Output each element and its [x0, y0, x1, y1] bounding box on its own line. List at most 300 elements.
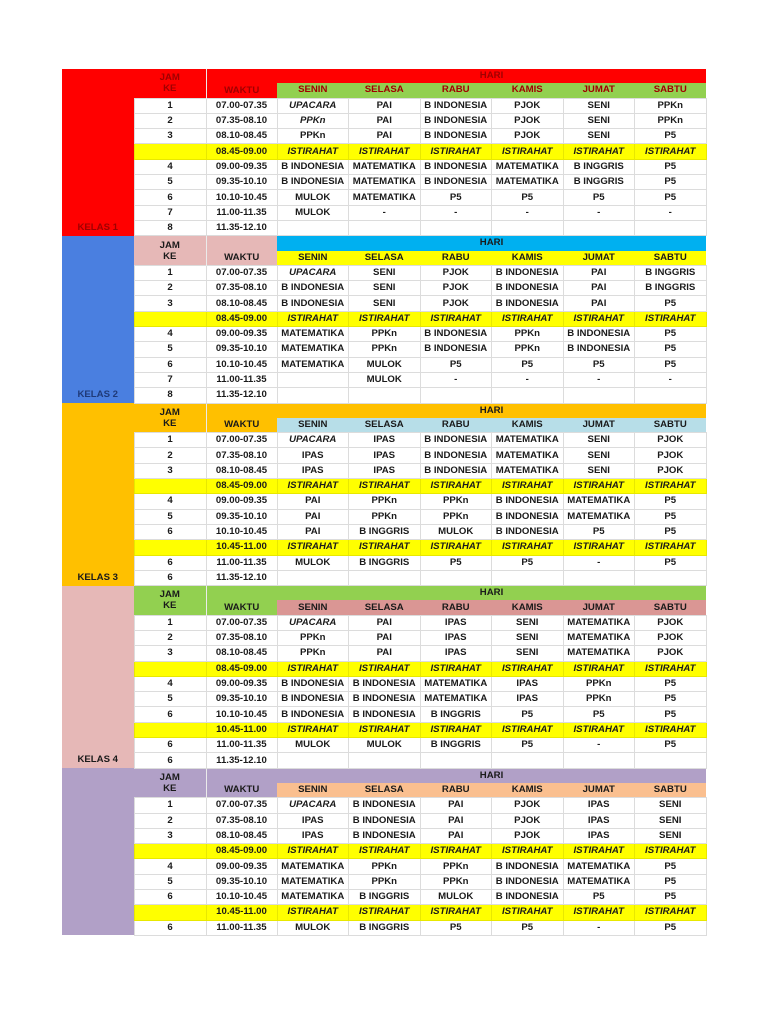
subject-cell: - [563, 205, 635, 220]
jam-ke-cell: 6 [134, 890, 206, 905]
jam-ke-header [134, 586, 206, 616]
subject-cell: UPACARA [277, 798, 349, 813]
subject-cell: B INGGRIS [635, 265, 707, 280]
subject-cell: ISTIRAHAT [349, 479, 421, 494]
subject-cell: SENI [635, 798, 707, 813]
subject-cell: PJOK [492, 813, 564, 828]
lesson-row [62, 630, 706, 645]
subject-cell: MATEMATIKA [420, 676, 492, 691]
subject-cell: PJOK [492, 98, 564, 113]
waktu-cell: 11.00-11.35 [206, 205, 277, 220]
subject-cell: P5 [635, 159, 707, 174]
jam-ke-cell: 3 [134, 828, 206, 843]
subject-cell: ISTIRAHAT [420, 144, 492, 159]
subject-cell [420, 388, 492, 403]
subject-cell: ISTIRAHAT [635, 479, 707, 494]
waktu-cell: 07.35-08.10 [206, 630, 277, 645]
jam-ke-cell: 5 [134, 509, 206, 524]
subject-cell: B INGGRIS [349, 524, 421, 539]
subject-cell: SENI [349, 265, 421, 280]
subject-cell: PPKn [349, 874, 421, 889]
subject-cell: - [349, 205, 421, 220]
day-header-kamis: KAMIS [492, 83, 564, 98]
lesson-row [62, 220, 706, 235]
subject-cell: MATEMATIKA [492, 175, 564, 190]
waktu-cell: 11.00-11.35 [206, 555, 277, 570]
subject-cell: PAI [349, 630, 421, 645]
subject-cell: UPACARA [277, 433, 349, 448]
jam-ke-cell: 6 [134, 707, 206, 722]
subject-cell: UPACARA [277, 615, 349, 630]
day-header-kamis: KAMIS [492, 600, 564, 615]
jam-ke-cell: 1 [134, 798, 206, 813]
subject-cell: B INDONESIA [277, 175, 349, 190]
subject-cell: MULOK [277, 555, 349, 570]
lesson-row [62, 509, 706, 524]
subject-cell: PAI [277, 509, 349, 524]
day-header-senin: SENIN [277, 783, 349, 798]
waktu-cell: 09.35-10.10 [206, 175, 277, 190]
jam-ke-cell: 2 [134, 813, 206, 828]
subject-cell: SENI [563, 463, 635, 478]
subject-cell: PPKn [635, 113, 707, 128]
subject-cell: P5 [420, 555, 492, 570]
subject-cell: MATEMATIKA [563, 494, 635, 509]
subject-cell: B INDONESIA [492, 281, 564, 296]
subject-cell: SENI [635, 813, 707, 828]
subject-cell: B INGGRIS [635, 281, 707, 296]
day-header-sabtu: SABTU [635, 600, 707, 615]
lesson-row [62, 707, 706, 722]
waktu-cell: 07.00-07.35 [206, 433, 277, 448]
subject-cell: ISTIRAHAT [563, 905, 635, 920]
jam-ke-cell: 2 [134, 281, 206, 296]
kelas-label: KELAS 3 [62, 403, 134, 586]
subject-cell [420, 570, 492, 585]
lesson-row [62, 296, 706, 311]
subject-cell: PPKn [420, 509, 492, 524]
subject-cell: ISTIRAHAT [277, 311, 349, 326]
subject-cell [635, 753, 707, 768]
subject-cell: B INDONESIA [492, 494, 564, 509]
subject-cell: P5 [420, 357, 492, 372]
jam-ke-cell: 5 [134, 175, 206, 190]
waktu-cell: 08.10-08.45 [206, 129, 277, 144]
jam-ke-cell: 3 [134, 296, 206, 311]
jam-ke-cell: 7 [134, 372, 206, 387]
subject-cell: PAI [563, 265, 635, 280]
subject-cell [563, 388, 635, 403]
lesson-row [62, 646, 706, 661]
subject-cell: - [635, 372, 707, 387]
subject-cell: PJOK [492, 828, 564, 843]
subject-cell: ISTIRAHAT [420, 479, 492, 494]
subject-cell: MULOK [349, 357, 421, 372]
subject-cell: - [563, 372, 635, 387]
subject-cell: P5 [635, 190, 707, 205]
subject-cell: ISTIRAHAT [420, 661, 492, 676]
subject-cell: B INDONESIA [420, 113, 492, 128]
waktu-cell: 09.00-09.35 [206, 676, 277, 691]
waktu-cell: 09.00-09.35 [206, 159, 277, 174]
subject-cell: MATEMATIKA [349, 159, 421, 174]
subject-cell: PAI [349, 113, 421, 128]
lesson-row [62, 175, 706, 190]
jam-ke-cell: 3 [134, 129, 206, 144]
subject-cell: B INDONESIA [420, 98, 492, 113]
subject-cell: SENI [349, 281, 421, 296]
waktu-cell: 10.45-11.00 [206, 905, 277, 920]
subject-cell: PPKn [349, 494, 421, 509]
lesson-row [62, 524, 706, 539]
subject-cell: PPKn [277, 129, 349, 144]
subject-cell: P5 [563, 890, 635, 905]
waktu-cell: 08.10-08.45 [206, 828, 277, 843]
waktu-cell: 09.35-10.10 [206, 692, 277, 707]
subject-cell: PJOK [420, 296, 492, 311]
subject-cell: PPKn [635, 98, 707, 113]
subject-cell: PPKn [349, 327, 421, 342]
jam-label: JAM [159, 406, 180, 418]
jam-ke-cell: 2 [134, 630, 206, 645]
subject-cell: MATEMATIKA [349, 175, 421, 190]
subject-cell: B INDONESIA [492, 296, 564, 311]
jam-label: JAM [159, 589, 180, 601]
subject-cell: MULOK [420, 524, 492, 539]
break-row [62, 311, 706, 326]
day-header-rabu: RABU [420, 783, 492, 798]
waktu-cell: 08.45-09.00 [206, 661, 277, 676]
class-schedule-table [62, 69, 707, 936]
subject-cell: PAI [349, 129, 421, 144]
day-header-sabtu: SABTU [635, 83, 707, 98]
subject-cell: MATEMATIKA [563, 630, 635, 645]
subject-cell: B INGGRIS [349, 890, 421, 905]
waktu-cell: 10.45-11.00 [206, 722, 277, 737]
subject-cell: ISTIRAHAT [492, 540, 564, 555]
subject-cell: MULOK [420, 890, 492, 905]
ke-label: KE [163, 83, 177, 95]
jam-label: JAM [159, 239, 180, 251]
kelas-label: KELAS 2 [62, 236, 134, 403]
jam-ke-cell: 6 [134, 524, 206, 539]
lesson-row [62, 615, 706, 630]
subject-cell: PAI [349, 98, 421, 113]
lesson-row [62, 205, 706, 220]
ke-label: KE [163, 782, 177, 794]
lesson-row [62, 798, 706, 813]
lesson-row [62, 753, 706, 768]
hari-header: HARI [277, 236, 706, 251]
block-header-row [62, 69, 706, 83]
subject-cell: IPAS [563, 828, 635, 843]
subject-cell: B INDONESIA [420, 448, 492, 463]
subject-cell: P5 [635, 175, 707, 190]
subject-cell [277, 753, 349, 768]
subject-cell: PJOK [635, 463, 707, 478]
day-header-jumat: JUMAT [563, 418, 635, 433]
break-row [62, 479, 706, 494]
jam-ke-cell: 6 [134, 357, 206, 372]
subject-cell: P5 [635, 555, 707, 570]
break-row [62, 144, 706, 159]
subject-cell: ISTIRAHAT [563, 479, 635, 494]
jam-ke-cell [134, 844, 206, 859]
subject-cell: PAI [277, 524, 349, 539]
lesson-row [62, 890, 706, 905]
subject-cell: P5 [492, 357, 564, 372]
subject-cell: B INDONESIA [277, 296, 349, 311]
jam-ke-cell: 6 [134, 190, 206, 205]
waktu-header: WAKTU [206, 236, 277, 266]
day-header-sabtu: SABTU [635, 783, 707, 798]
subject-cell: MATEMATIKA [563, 615, 635, 630]
subject-cell [492, 753, 564, 768]
day-header-selasa: SELASA [349, 783, 421, 798]
subject-cell: ISTIRAHAT [277, 144, 349, 159]
subject-cell: ISTIRAHAT [563, 722, 635, 737]
subject-cell: IPAS [420, 615, 492, 630]
subject-cell: P5 [635, 707, 707, 722]
jam-label: JAM [159, 72, 180, 84]
jam-ke-cell: 3 [134, 463, 206, 478]
day-header-rabu: RABU [420, 418, 492, 433]
subject-cell [277, 570, 349, 585]
subject-cell: ISTIRAHAT [277, 905, 349, 920]
block-header-row [62, 768, 706, 783]
lesson-row [62, 357, 706, 372]
day-header-jumat: JUMAT [563, 83, 635, 98]
subject-cell: P5 [420, 920, 492, 935]
waktu-cell: 09.00-09.35 [206, 859, 277, 874]
subject-cell: B INDONESIA [420, 433, 492, 448]
subject-cell: ISTIRAHAT [563, 540, 635, 555]
day-header-selasa: SELASA [349, 251, 421, 266]
kelas-label: KELAS 1 [62, 69, 134, 236]
jam-ke-cell: 6 [134, 555, 206, 570]
day-header-rabu: RABU [420, 83, 492, 98]
subject-cell: ISTIRAHAT [492, 722, 564, 737]
subject-cell: UPACARA [277, 98, 349, 113]
day-header-selasa: SELASA [349, 83, 421, 98]
subject-cell: ISTIRAHAT [492, 311, 564, 326]
subject-cell: PAI [420, 798, 492, 813]
subject-cell: - [420, 372, 492, 387]
lesson-row [62, 570, 706, 585]
subject-cell: P5 [635, 738, 707, 753]
subject-cell: ISTIRAHAT [277, 722, 349, 737]
subject-cell: B INDONESIA [420, 129, 492, 144]
waktu-cell: 11.35-12.10 [206, 753, 277, 768]
waktu-cell: 07.00-07.35 [206, 265, 277, 280]
jam-ke-cell [134, 144, 206, 159]
subject-cell: B INDONESIA [492, 509, 564, 524]
subject-cell: ISTIRAHAT [492, 905, 564, 920]
jam-ke-cell: 7 [134, 205, 206, 220]
subject-cell: MATEMATIKA [563, 509, 635, 524]
jam-ke-cell: 6 [134, 920, 206, 935]
block-header-row [62, 586, 706, 601]
jam-ke-cell: 4 [134, 494, 206, 509]
waktu-cell: 11.00-11.35 [206, 920, 277, 935]
subject-cell: SENI [563, 98, 635, 113]
subject-cell: PJOK [635, 448, 707, 463]
lesson-row [62, 448, 706, 463]
subject-cell: ISTIRAHAT [420, 540, 492, 555]
subject-cell: - [563, 920, 635, 935]
subject-cell: P5 [635, 327, 707, 342]
waktu-cell: 08.45-09.00 [206, 479, 277, 494]
waktu-cell: 11.35-12.10 [206, 388, 277, 403]
kelas-label: KELAS 4 [62, 586, 134, 769]
subject-cell: MATEMATIKA [563, 859, 635, 874]
subject-cell: ISTIRAHAT [277, 540, 349, 555]
subject-cell: PPKn [420, 859, 492, 874]
subject-cell: SENI [563, 129, 635, 144]
subject-cell: P5 [563, 524, 635, 539]
break-row [62, 844, 706, 859]
subject-cell: P5 [635, 509, 707, 524]
subject-cell [277, 372, 349, 387]
subject-cell: SENI [492, 646, 564, 661]
waktu-cell: 09.00-09.35 [206, 327, 277, 342]
day-header-jumat: JUMAT [563, 600, 635, 615]
jam-ke-header [134, 403, 206, 433]
subject-cell: B INGGRIS [349, 555, 421, 570]
waktu-cell: 09.00-09.35 [206, 494, 277, 509]
waktu-cell: 09.35-10.10 [206, 874, 277, 889]
subject-cell: ISTIRAHAT [420, 844, 492, 859]
subject-cell: B INDONESIA [349, 798, 421, 813]
subject-cell: B INDONESIA [420, 463, 492, 478]
jam-ke-cell: 6 [134, 570, 206, 585]
subject-cell: SENI [492, 630, 564, 645]
subject-cell: PPKn [420, 874, 492, 889]
waktu-header: WAKTU [206, 768, 277, 798]
day-header-senin: SENIN [277, 251, 349, 266]
waktu-cell: 09.35-10.10 [206, 509, 277, 524]
waktu-cell: 07.35-08.10 [206, 813, 277, 828]
subject-cell: ISTIRAHAT [349, 661, 421, 676]
subject-cell: PJOK [635, 630, 707, 645]
waktu-cell: 09.35-10.10 [206, 342, 277, 357]
subject-cell: SENI [349, 296, 421, 311]
day-header-senin: SENIN [277, 418, 349, 433]
waktu-cell: 07.00-07.35 [206, 615, 277, 630]
subject-cell: SENI [492, 615, 564, 630]
subject-cell: PJOK [420, 265, 492, 280]
subject-cell: B INDONESIA [420, 342, 492, 357]
subject-cell: ISTIRAHAT [277, 661, 349, 676]
subject-cell: ISTIRAHAT [635, 540, 707, 555]
subject-cell: B INDONESIA [349, 676, 421, 691]
subject-cell: B INDONESIA [563, 327, 635, 342]
subject-cell: IPAS [277, 813, 349, 828]
day-header-senin: SENIN [277, 83, 349, 98]
subject-cell: ISTIRAHAT [349, 722, 421, 737]
waktu-cell: 10.10-10.45 [206, 190, 277, 205]
subject-cell: P5 [635, 494, 707, 509]
subject-cell: ISTIRAHAT [563, 311, 635, 326]
subject-cell: B INDONESIA [277, 281, 349, 296]
hari-header: HARI [277, 586, 706, 601]
lesson-row [62, 265, 706, 280]
jam-label: JAM [159, 771, 180, 783]
subject-cell: PJOK [635, 433, 707, 448]
waktu-cell: 07.35-08.10 [206, 281, 277, 296]
subject-cell: ISTIRAHAT [635, 905, 707, 920]
lesson-row [62, 129, 706, 144]
subject-cell: ISTIRAHAT [635, 722, 707, 737]
hari-header: HARI [277, 403, 706, 418]
subject-cell: MULOK [349, 738, 421, 753]
subject-cell: PAI [349, 646, 421, 661]
subject-cell: IPAS [420, 630, 492, 645]
subject-cell: B INDONESIA [492, 859, 564, 874]
subject-cell: B INDONESIA [420, 159, 492, 174]
subject-cell: P5 [635, 920, 707, 935]
subject-cell [420, 220, 492, 235]
waktu-cell: 10.10-10.45 [206, 524, 277, 539]
day-header-sabtu: SABTU [635, 418, 707, 433]
subject-cell: IPAS [277, 448, 349, 463]
jam-ke-cell: 1 [134, 265, 206, 280]
subject-cell: PJOK [635, 646, 707, 661]
jam-ke-cell: 8 [134, 220, 206, 235]
subject-cell: ISTIRAHAT [492, 479, 564, 494]
day-header-jumat: JUMAT [563, 251, 635, 266]
jam-ke-cell: 5 [134, 342, 206, 357]
waktu-cell: 08.45-09.00 [206, 311, 277, 326]
subject-cell: B INDONESIA [349, 707, 421, 722]
subject-cell: PJOK [492, 129, 564, 144]
day-header-selasa: SELASA [349, 600, 421, 615]
jam-ke-cell [134, 905, 206, 920]
subject-cell: MATEMATIKA [492, 159, 564, 174]
subject-cell: B INDONESIA [277, 707, 349, 722]
subject-cell: B INGGRIS [420, 738, 492, 753]
subject-cell: PPKn [349, 859, 421, 874]
subject-cell [492, 220, 564, 235]
subject-cell: PPKn [492, 342, 564, 357]
jam-ke-cell: 1 [134, 98, 206, 113]
subject-cell: - [420, 205, 492, 220]
subject-cell: B INDONESIA [492, 265, 564, 280]
subject-cell: - [635, 205, 707, 220]
lesson-row [62, 738, 706, 753]
jam-ke-cell: 1 [134, 433, 206, 448]
subject-cell: PPKn [349, 342, 421, 357]
subject-cell: PPKn [563, 676, 635, 691]
subject-cell: ISTIRAHAT [349, 311, 421, 326]
jam-ke-cell: 3 [134, 646, 206, 661]
subject-cell: B INDONESIA [349, 813, 421, 828]
jam-ke-cell: 6 [134, 753, 206, 768]
subject-cell: MATEMATIKA [492, 463, 564, 478]
lesson-row [62, 874, 706, 889]
subject-cell: PAI [349, 615, 421, 630]
break-row [62, 661, 706, 676]
waktu-cell: 10.10-10.45 [206, 707, 277, 722]
subject-cell: ISTIRAHAT [420, 311, 492, 326]
day-header-senin: SENIN [277, 600, 349, 615]
subject-cell: UPACARA [277, 265, 349, 280]
lesson-row [62, 159, 706, 174]
subject-cell: MULOK [277, 738, 349, 753]
waktu-cell: 11.00-11.35 [206, 738, 277, 753]
subject-cell [492, 388, 564, 403]
day-header-selasa: SELASA [349, 418, 421, 433]
